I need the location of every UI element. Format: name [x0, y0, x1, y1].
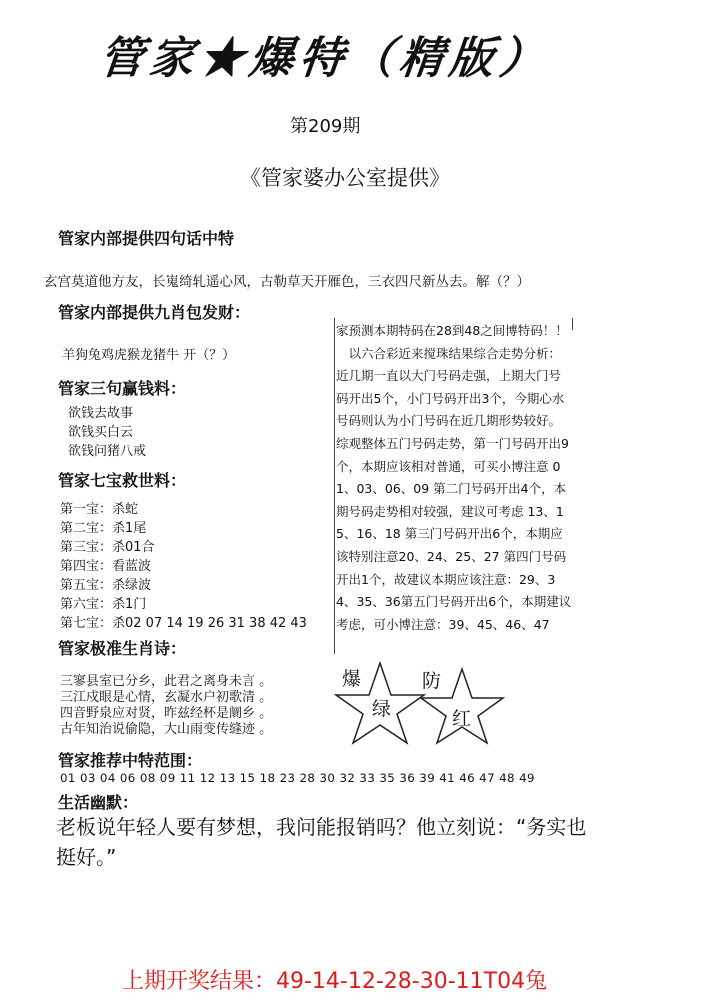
poem-line: 三江戍眼是心情，玄凝水户初歌清 。 [60, 690, 273, 705]
poem-line: 古年知治说偷隐，大山雨变传缝迹 。 [60, 722, 273, 737]
humor-joke: 老板说年轻人要有梦想，我问能报销吗？他立刻说：“务实也挺好。” [56, 815, 587, 869]
three-lines-item: 欲钱去故事 [68, 406, 134, 421]
section-seven-treasures-heading: 管家七宝救世料： [58, 471, 187, 490]
column-divider [334, 318, 335, 654]
treasure-item: 第五宝：杀绿波 [60, 578, 152, 593]
last-draw-result: 上期开奖结果：49-14-12-28-30-11T04兔 [122, 969, 548, 994]
star-right-inner-label: 红 [452, 708, 472, 730]
prediction-headline: 家预测本期特码在28到48之间博特码！！ [336, 323, 568, 338]
three-lines-item: 欲钱问猪八戒 [68, 444, 147, 459]
star-left-top-label: 爆 [342, 668, 362, 690]
section-three-lines-heading: 管家三句赢钱料： [58, 379, 187, 398]
recommend-number-list: 01 03 04 06 08 09 11 12 13 15 18 23 28 30 32 33 35 36 39 41 46 47 48 49 [60, 771, 535, 785]
section-nine-zodiac-heading: 管家内部提供九肖包发财： [58, 303, 251, 322]
prediction-panel [336, 320, 572, 636]
section-zodiac-poem-heading: 管家极准生肖诗： [58, 639, 187, 658]
poem-line: 四音野泉应对贤，昨兹经杯是阛乡 。 [60, 706, 273, 721]
section-recommend-range-heading: 管家推荐中特范围： [58, 751, 203, 770]
riddle-text: 玄宫莫道他方友，长嵬绮轧遥心风，古勒草天开雁色，三衣四尺新丛去。解（？） [44, 274, 530, 290]
treasure-item: 第六宝：杀1门 [60, 597, 147, 612]
column-divider-right [572, 318, 573, 330]
treasure-item: 第二宝：杀1尾 [60, 521, 147, 536]
treasure-item: 第三宝：杀01合 [60, 540, 155, 555]
nine-zodiac-list: 羊狗兔鸡虎猴龙猪牛 开（？） [62, 348, 236, 363]
section-humor-heading: 生活幽默： [58, 793, 139, 812]
treasure-item: 第七宝：杀02 07 14 19 26 31 38 42 43 [60, 616, 307, 631]
provider-line: 《管家婆办公室提供》 [240, 166, 450, 190]
prediction-analysis: 以六合彩近来搅珠结果综合走势分析：近几期一直以大门号码走强，上期大门号码开出5个，小门号码开出3个，今期心水号码则认为小门号码在近几期形势较好。综观整体五门号码走势，第一门号码开出9个，本期应该相对普通，可买小博注意 01、03、06、09 第二门号码开出4个，本期号码走势相对较强，建议可考虑 13、15、16、18 第三门号码开出6个，本期应该特别注意20、24、25、27 第四门号码开出1个，故建议本期应该注意：29、34、35、36第五门号码开出6个，本期建议考虑，可小博注意：39、45、46、47 [336, 345, 572, 632]
three-lines-item: 欲钱买白云 [68, 425, 134, 440]
page-title: 管家★爆特（精版） [96, 33, 553, 84]
star-right-top-label: 防 [422, 670, 442, 692]
treasure-item: 第四宝：看蓝波 [60, 559, 152, 574]
poem-line: 三寥县室已分乡，此君之离身未言 。 [60, 674, 273, 689]
section-four-sentences-heading: 管家内部提供四句话中特 [58, 229, 235, 248]
star-left-inner-label: 绿 [372, 698, 392, 720]
treasure-item: 第一宝：杀蛇 [60, 502, 139, 517]
issue-number: 第209期 [290, 116, 361, 137]
